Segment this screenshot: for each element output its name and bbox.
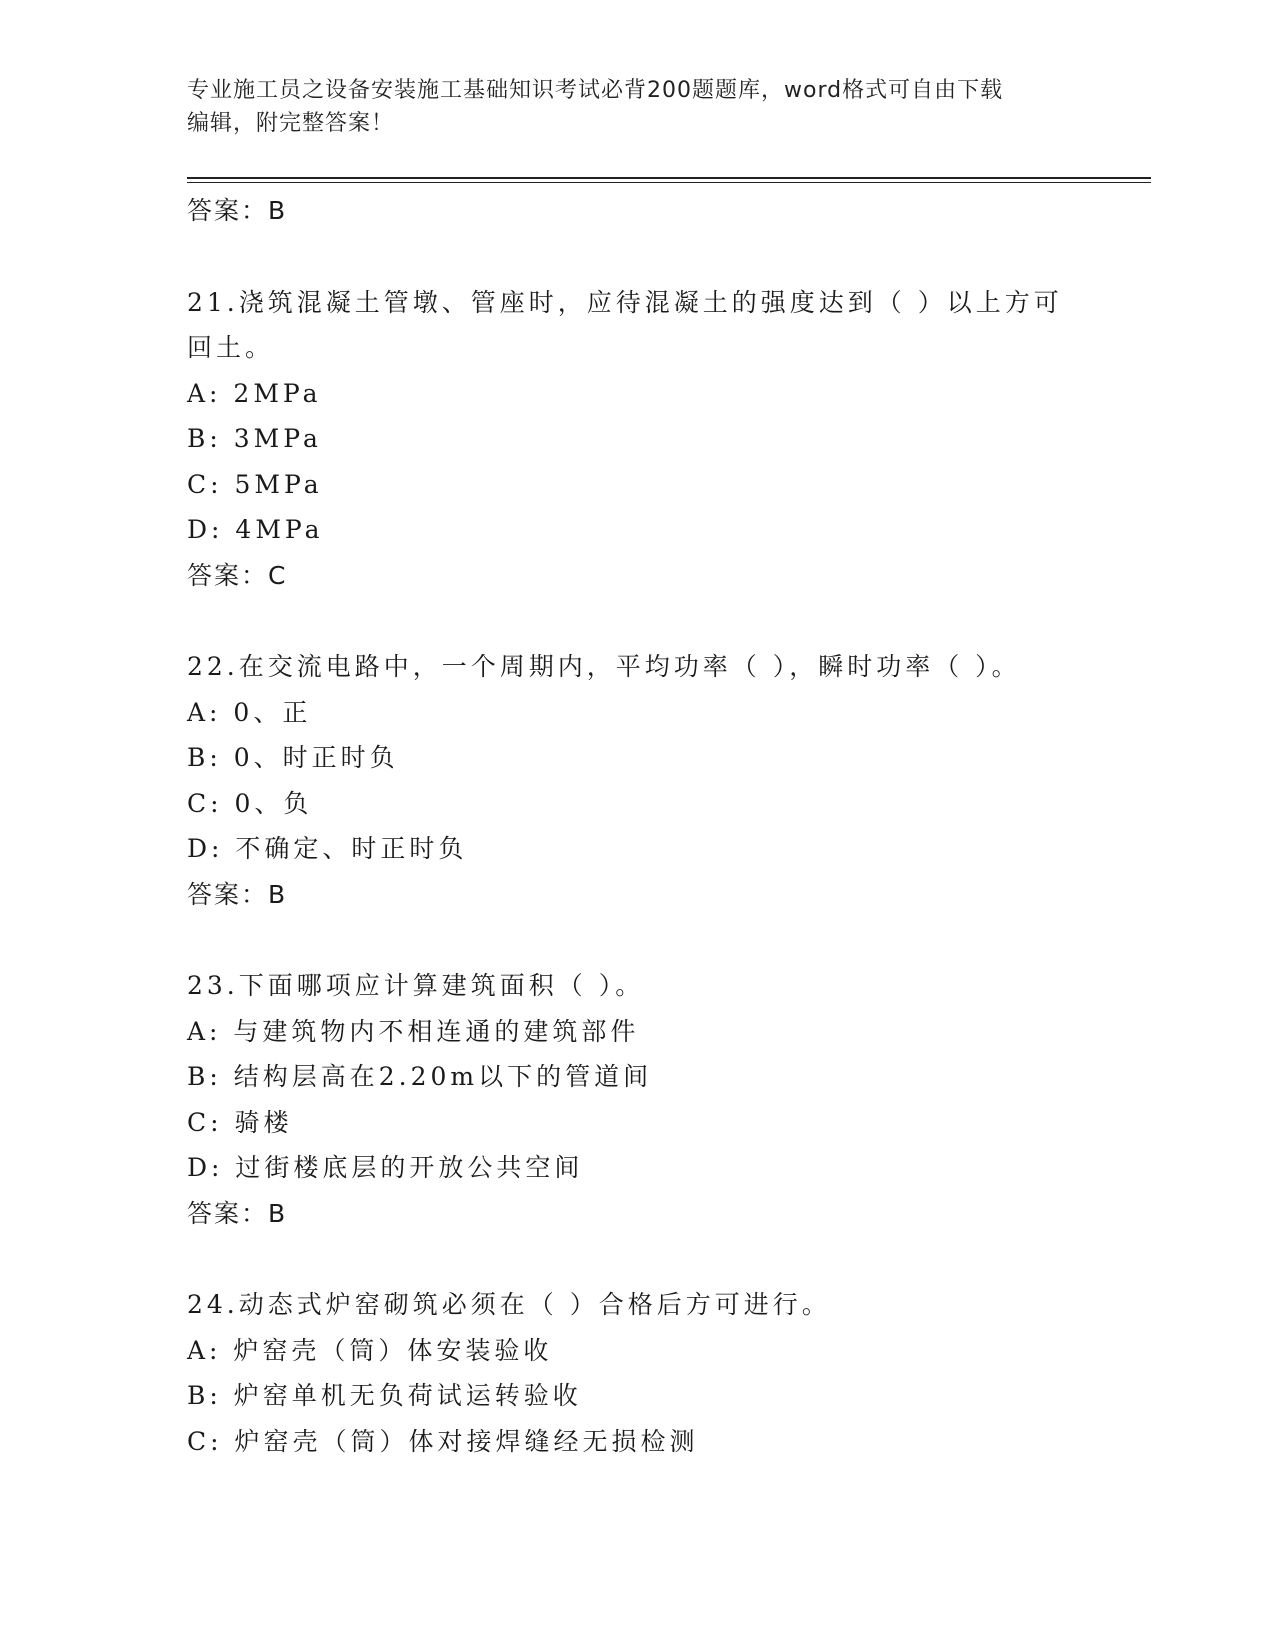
question-23 bbox=[187, 963, 1087, 1236]
option-a: A: 炉窑壳（筒）体安装验收 bbox=[187, 1335, 553, 1365]
option-d: D: 4MPa bbox=[187, 515, 324, 544]
previous-answer: 答案：B bbox=[187, 196, 288, 225]
question-list bbox=[187, 188, 1087, 1464]
header-line-1: 专业施工员之设备安装施工基础知识考试必背200题题库，word格式可自由下载 bbox=[187, 78, 1004, 103]
header-divider bbox=[187, 177, 1151, 179]
option-c: C: 5MPa bbox=[187, 469, 323, 499]
option-c: C: 0、负 bbox=[187, 788, 313, 818]
question-stem-continued: 回土。 bbox=[187, 333, 275, 362]
answer: 答案：C bbox=[187, 560, 288, 590]
question-24 bbox=[187, 1282, 1087, 1464]
question-stem: 23.下面哪项应计算建筑面积（ ）。 bbox=[187, 971, 645, 1000]
option-b: B: 结构层高在2.20m以下的管道间 bbox=[187, 1062, 653, 1091]
option-b: B: 0、时正时负 bbox=[187, 743, 399, 772]
question-stem: 22.在交流电路中，一个周期内，平均功率（ ），瞬时功率（ ）。 bbox=[187, 652, 1021, 681]
document-header bbox=[187, 74, 1067, 140]
option-b: B: 炉窑单机无负荷试运转验收 bbox=[187, 1381, 582, 1410]
option-d: D: 不确定、时正时负 bbox=[187, 834, 468, 863]
question-stem: 24.动态式炉窑砌筑必须在（ ）合格后方可进行。 bbox=[187, 1290, 831, 1319]
question-22 bbox=[187, 644, 1087, 917]
option-a: A: 与建筑物内不相连通的建筑部件 bbox=[187, 1016, 640, 1046]
option-a: A: 0、正 bbox=[187, 697, 312, 727]
option-b: B: 3MPa bbox=[187, 424, 322, 453]
question-stem: 21.浇筑混凝土管墩、管座时，应待混凝土的强度达到（ ）以上方可 bbox=[187, 287, 1063, 317]
option-c: C: 骑楼 bbox=[187, 1107, 293, 1137]
option-a: A: 2MPa bbox=[187, 378, 322, 408]
option-d: D: 过街楼底层的开放公共空间 bbox=[187, 1153, 584, 1182]
header-divider-thin bbox=[187, 182, 1151, 183]
answer: 答案：B bbox=[187, 1198, 288, 1228]
header-line-2: 编辑，附完整答案！ bbox=[187, 111, 395, 136]
option-c: C: 炉窑壳（筒）体对接焊缝经无损检测 bbox=[187, 1426, 699, 1456]
question-21 bbox=[187, 280, 1087, 599]
answer: 答案：B bbox=[187, 879, 288, 909]
